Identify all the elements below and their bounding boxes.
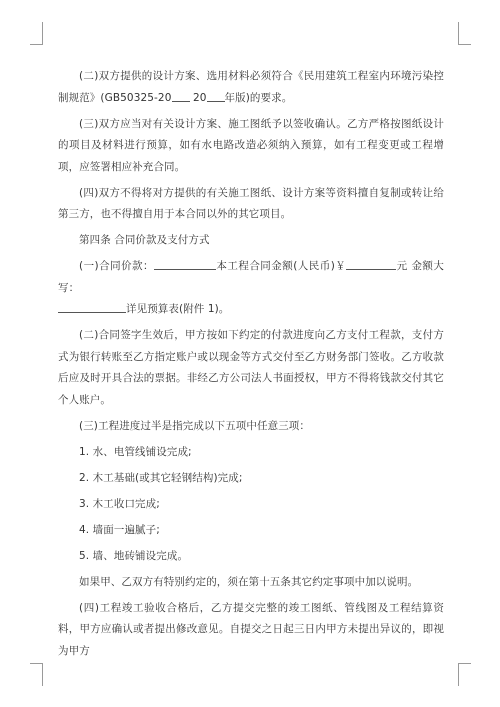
article-4-heading: 第四条 合同价款及支付方式 xyxy=(79,234,210,246)
price-blank xyxy=(154,257,216,270)
amount-blank xyxy=(346,257,396,270)
clause-4: (四)双方不得将对方提供的有关施工图纸、设计方案等资料擅自复制或转让给第三方，也不得擅自用于本合同以外的其它项目。 xyxy=(58,186,444,220)
list-item: 3. 木工收口完成; xyxy=(79,497,160,510)
price-see-budget: 详见预算表(附件 1)。 xyxy=(126,303,230,315)
special-agreement-note: 如果甲、乙双方有特别约定的，须在第十五条其它约定事项中加以说明。 xyxy=(79,575,419,588)
list-item: 1. 水、电管线铺设完成; xyxy=(79,445,192,458)
clause-3: (三)双方应当对有关设计方案、施工图纸予以签收确认。乙方严格按图纸设计的项目及材料进行预算，如有水电路改造必须纳入预算，如有工程变更或工程增项，应签署相应补充合同。 xyxy=(58,117,444,173)
crop-mark-top-left xyxy=(30,22,43,45)
payment-clause-4: (四)工程竣工验收合格后，乙方提交完整的竣工图纸、管线图及工程结算资料，甲方应确认或者提出修改意见。自提交之日起三日内甲方未提出异议的，即视为甲方 xyxy=(58,601,444,657)
payment-clause-3: (三)工程进度过半是指完成以下五项中任意三项： xyxy=(79,419,310,432)
crop-mark-bottom-right xyxy=(458,663,471,686)
list-item: 2. 木工基础(或其它轻钢结构)完成; xyxy=(79,471,243,484)
price-label: (一)合同价款： xyxy=(79,260,155,272)
year-blank-2 xyxy=(207,89,225,102)
list-item: 4. 墙面一遍腻子; xyxy=(79,523,160,536)
year-blank-1 xyxy=(172,89,190,102)
clause-2-mid: 20 xyxy=(189,91,207,104)
crop-mark-bottom-left xyxy=(30,663,43,686)
clause-2 xyxy=(58,66,444,109)
payment-clause-2: (二)合同签字生效后，甲方按如下约定的付款进度向乙方支付工程款，支付方式为银行转账至乙方指定账户或以现金等方式交付至乙方财务部门签收。乙方收款后应及时开具合法的票据。非经乙方公司法人书面授权，甲方不得将钱款交付其它个人账户。 xyxy=(58,329,444,406)
price-amount-label: 本工程合同金额(人民币)￥ xyxy=(216,260,347,272)
capital-amount-blank xyxy=(58,300,126,313)
crop-mark-top-right xyxy=(458,22,471,45)
clause-2-end: 年版)的要求。 xyxy=(224,91,293,104)
price-capital-label: 元 金额大写： xyxy=(58,260,444,294)
clause-2-text: (二)双方提供的设计方案、选用材料必须符合《民用建筑工程室内环境污染控制规范》(GB50325-20 xyxy=(58,70,444,104)
document-body xyxy=(58,66,444,667)
contract-price xyxy=(58,256,444,321)
list-item: 5. 墙、地砖铺设完成。 xyxy=(79,549,189,562)
